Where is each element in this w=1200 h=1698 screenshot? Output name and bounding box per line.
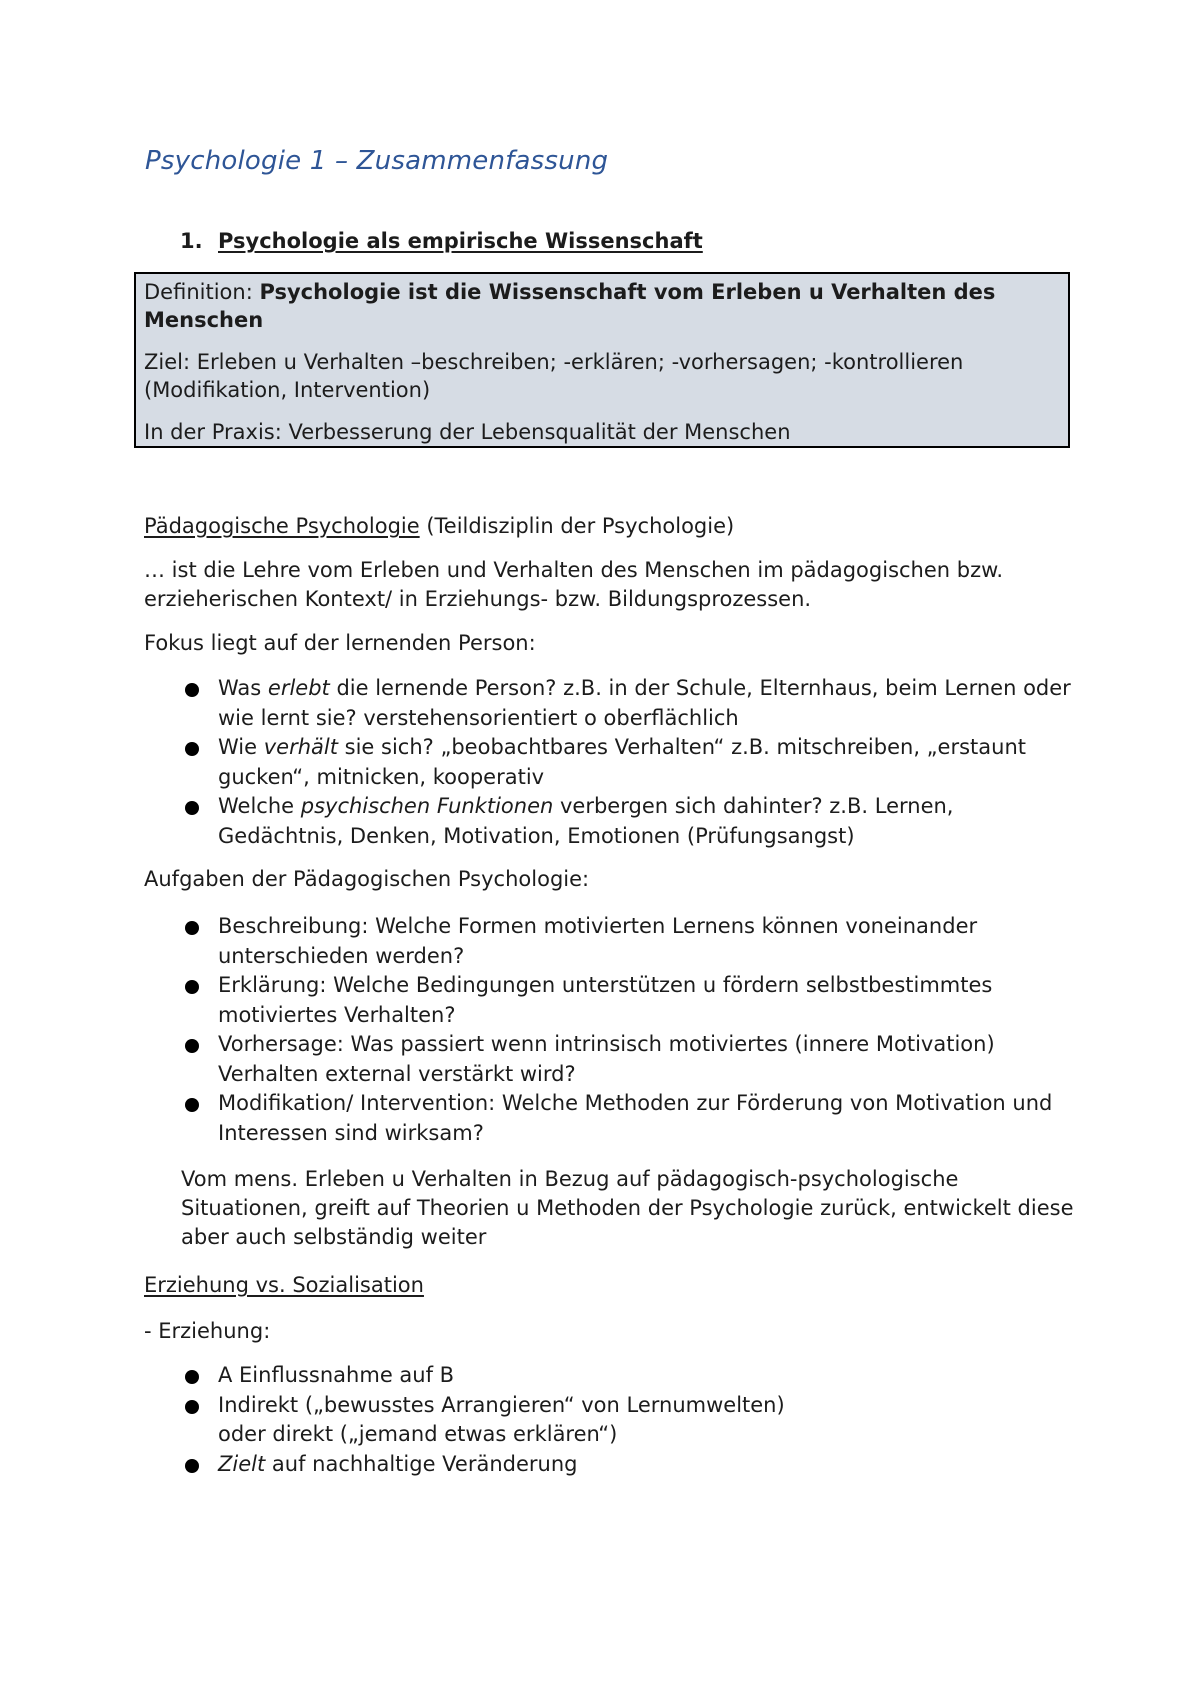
bullet-icon (185, 1098, 199, 1112)
list-item: Vorhersage: Was passiert wenn intrinsisch motiviertes (innere Motivation) Verhalten external verstärkt wird? (185, 1030, 1075, 1089)
paed-psych-heading-suffix: (Teildisziplin der Psychologie) (419, 514, 735, 538)
bullet-icon (185, 1039, 199, 1053)
list-item: A Einflussnahme auf B (185, 1361, 1075, 1391)
list-item: Wie verhält sie sich? „beobachtbares Verhalten“ z.B. mitschreiben, „erstaunt gucken“, mitnicken, kooperativ (185, 733, 1075, 792)
definition-line (144, 278, 1058, 334)
list-item: Erklärung: Welche Bedingungen unterstützen u fördern selbstbestimmtes motiviertes Verhalten? (185, 971, 1075, 1030)
list-item: Was erlebt die lernende Person? z.B. in der Schule, Elternhaus, beim Lernen oder wie lernt sie? verstehensorientiert o oberflächlich (185, 674, 1075, 733)
bullet-icon (185, 980, 199, 994)
definition-text: Psychologie ist die Wissenschaft vom Erleben u Verhalten des Menschen (144, 280, 996, 332)
list-item: Zielt auf nachhaltige Veränderung (185, 1450, 1075, 1480)
definition-box (134, 272, 1070, 448)
goal-line: Ziel: Erleben u Verhalten –beschreiben; -erklären; -vorhersagen; -kontrollieren (Modifikation, Intervention) (144, 350, 964, 402)
tasks-list (185, 912, 1075, 1148)
section-heading (180, 229, 703, 253)
practice-line: In der Praxis: Verbesserung der Lebensqualität der Menschen (144, 420, 791, 444)
bullet-icon (185, 801, 199, 815)
list-item: Welche psychischen Funktionen verbergen sich dahinter? z.B. Lernen, Gedächtnis, Denken, Motivation, Emotionen (Prüfungsangst) (185, 792, 1075, 851)
list-item: Modifikation/ Intervention: Welche Methoden zur Förderung von Motivation und Interessen sind wirksam? (185, 1089, 1075, 1148)
bullet-icon (185, 1400, 199, 1414)
bullet-icon (185, 742, 199, 756)
focus-intro: Fokus liegt auf der lernenden Person: (144, 631, 536, 655)
paed-psych-definition: … ist die Lehre vom Erleben und Verhalten des Menschen im pädagogischen bzw. erzieherischen Kontext/ in Erziehungs- bzw. Bildungsprozessen. (144, 558, 1004, 611)
paed-psych-heading (144, 512, 1074, 541)
education-list (185, 1361, 1075, 1479)
bullet-icon (185, 1370, 199, 1384)
paed-psych-summary: Vom mens. Erleben u Verhalten in Bezug auf pädagogisch-psychologische Situationen, greift auf Theorien u Methoden der Psychologie zurück, entwickelt diese aber auch selbständig weiter (181, 1167, 1074, 1249)
education-heading: Erziehung vs. Sozialisation (144, 1273, 424, 1297)
document-title: Psychologie 1 – Zusammenfassung (145, 146, 609, 176)
section-number: 1. (180, 229, 203, 253)
list-item: Beschreibung: Welche Formen motivierten Lernens können voneinander unterschieden werden? (185, 912, 1075, 971)
bullet-icon (185, 921, 199, 935)
paed-psych-heading-underlined: Pädagogische Psychologie (144, 514, 420, 538)
bullet-icon (185, 1459, 199, 1473)
section-heading-text: Psychologie als empirische Wissenschaft (218, 229, 703, 253)
education-sub: - Erziehung: (144, 1319, 271, 1343)
tasks-intro: Aufgaben der Pädagogischen Psychologie: (144, 867, 590, 891)
focus-list (185, 674, 1075, 851)
definition-label: Definition: (144, 280, 260, 304)
bullet-icon (185, 683, 199, 697)
list-item: Indirekt („bewusstes Arrangieren“ von Lernumwelten) oder direkt („jemand etwas erklären“) (185, 1391, 1075, 1450)
